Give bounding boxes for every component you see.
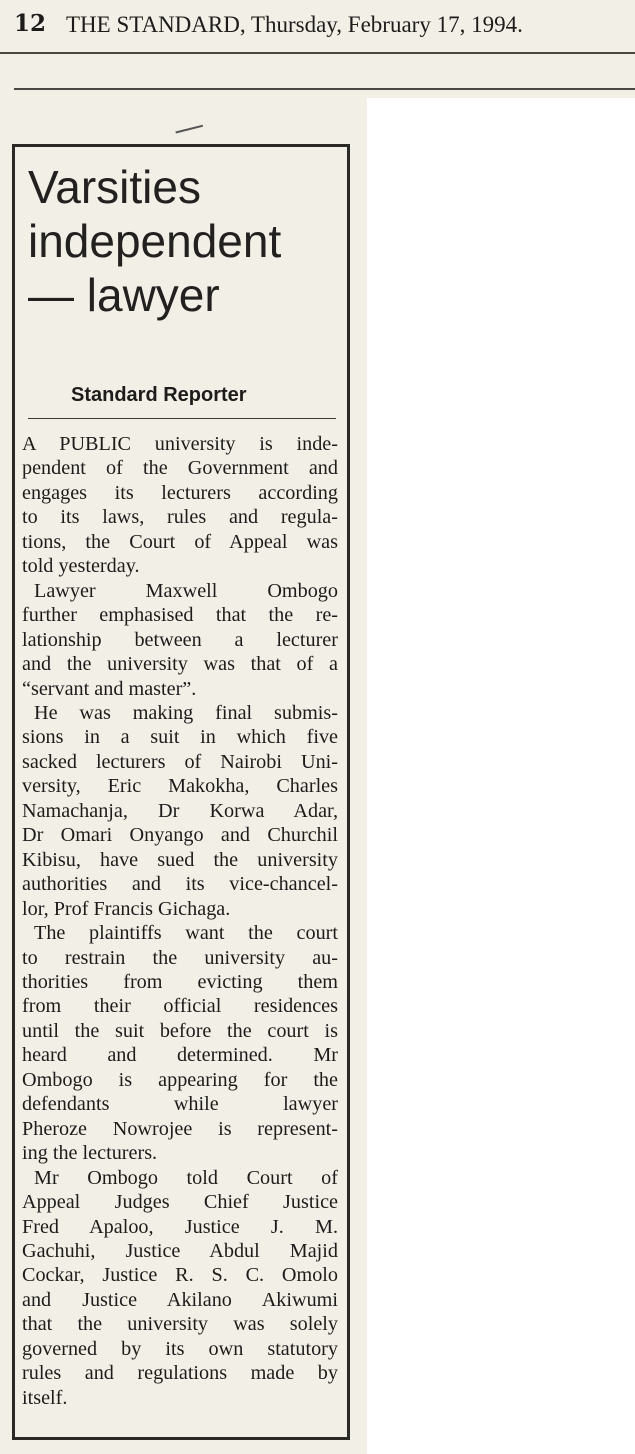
body-line: itself. [22,1386,68,1409]
masthead-line: THE STANDARD, Thursday, February 17, 1994. [66,12,523,37]
body-paragraph [22,579,338,701]
headline [28,160,348,322]
body-line: heard and determined. Mr [22,1044,338,1067]
body-line: He was making final submis- [34,701,338,724]
headline-line: Varsities [28,161,201,213]
body-paragraph [22,701,338,921]
body-line: and the university was that of a [22,653,338,676]
body-line: Kibisu, have sued the university [22,848,338,871]
body-line: pendent of the Government and [22,457,338,480]
body-line: lationship between a lecturer [22,628,338,651]
body-line: Appeal Judges Chief Justice [22,1191,338,1214]
column-rule [14,88,635,90]
body-line: lor, Prof Francis Gichaga. [22,897,231,920]
body-paragraph [22,921,338,1166]
blank-area [367,98,635,1454]
body-line: authorities and its vice-chancel- [22,873,338,896]
body-line: thorities from evicting them [22,970,338,993]
body-line: sacked lecturers of Nairobi Uni- [22,750,338,773]
page-number: 12 [14,10,47,37]
body-line: to restrain the university au- [22,946,338,969]
body-line: Pheroze Nowrojee is represent- [22,1117,338,1140]
body-line: until the suit before the court is [22,1019,338,1042]
body-line: engages its lecturers according [22,481,338,504]
body-line: to its laws, rules and regula- [22,506,338,529]
body-line: The plaintiffs want the court [34,922,338,945]
byline: Standard Reporter [71,384,247,406]
body-line: rules and regulations made by [22,1362,338,1385]
body-line: from their official residences [22,995,338,1018]
body-line: Namachanja, Dr Korwa Adar, [22,799,338,822]
body-line: Cockar, Justice R. S. C. Omolo [22,1264,338,1287]
body-line: defendants while lawyer [22,1093,338,1116]
body-line: and Justice Akilano Akiwumi [22,1288,338,1311]
body-line: Gachuhi, Justice Abdul Majid [22,1239,338,1262]
body-line: that the university was solely [22,1313,338,1336]
pen-mark [175,125,204,140]
body-paragraph [22,1166,338,1411]
body-line: “servant and master”. [22,677,197,700]
headline-line: independent [28,215,282,267]
body-line: versity, Eric Makokha, Charles [22,775,338,798]
body-line: told yesterday. [22,555,140,578]
body-line: Lawyer Maxwell Ombogo [34,579,338,602]
headline-line: — lawyer [28,269,220,321]
article-body [22,432,338,1410]
body-line: A PUBLIC university is inde- [22,433,338,455]
body-line: Ombogo is appearing for the [22,1068,338,1091]
masthead [0,0,635,54]
body-line: Dr Omari Onyango and Churchil [22,824,338,847]
body-paragraph [22,432,338,579]
body-line: ing the lecturers. [22,1142,158,1165]
body-line: Mr Ombogo told Court of [34,1166,338,1189]
byline-rule [28,418,336,419]
body-line: tions, the Court of Appeal was [22,530,338,553]
body-line: further emphasised that the re- [22,604,338,627]
body-line: Fred Apaloo, Justice J. M. [22,1215,338,1238]
body-line: governed by its own statutory [22,1337,338,1360]
body-line: sions in a suit in which five [22,726,338,749]
